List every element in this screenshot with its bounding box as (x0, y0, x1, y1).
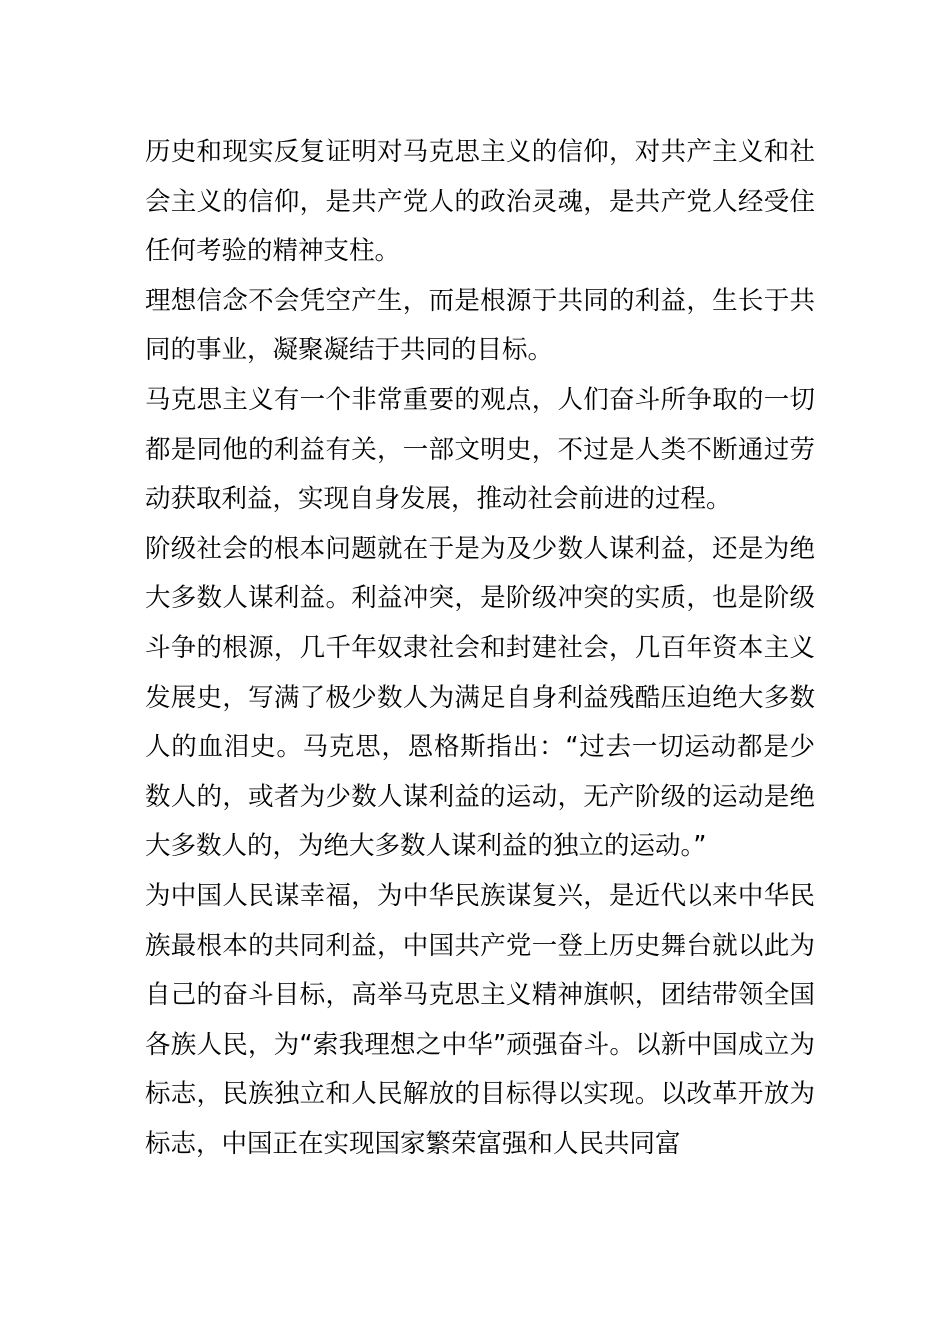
document-body (145, 128, 815, 1169)
paragraph: 理想信念不会凭空产生，而是根源于共同的利益，生长于共同的事业，凝聚凝结于共同的目标。 (145, 285, 815, 366)
paragraph: 阶级社会的根本问题就在于是为及少数人谋利益，还是为绝大多数人谋利益。利益冲突，是阶级冲突的实质，也是阶级斗争的根源，几千年奴隶社会和封建社会，几百年资本主义发展史，写满了极少数人为满足自身利益残酷压迫绝大多数人的血泪史。马克思，恩格斯指出：“过去一切运动都是少数人的，或者为少数人谋利益的运动，无产阶级的运动是绝大多数人的，为绝大多数人谋利益的独立的运动。” (145, 533, 815, 862)
paragraph: 马克思主义有一个非常重要的观点，人们奋斗所争取的一切都是同他的利益有关，一部文明史，不过是人类不断通过劳动获取利益，实现自身发展，推动社会前进的过程。 (145, 384, 815, 515)
paragraph: 历史和现实反复证明对马克思主义的信仰，对共产主义和社会主义的信仰，是共产党人的政治灵魂，是共产党人经受住任何考验的精神支柱。 (145, 137, 815, 267)
paragraph: 为中国人民谋幸福，为中华民族谋复兴，是近代以来中华民族最根本的共同利益，中国共产党一登上历史舞台就以此为自己的奋斗目标，高举马克思主义精神旗帜，团结带领全国各族人民，为“索我理想之中华”顽强奋斗。以新中国成立为标志，民族独立和人民解放的目标得以实现。以改革开放为标志，中国正在实现国家繁荣富强和人民共同富 (145, 880, 815, 1159)
